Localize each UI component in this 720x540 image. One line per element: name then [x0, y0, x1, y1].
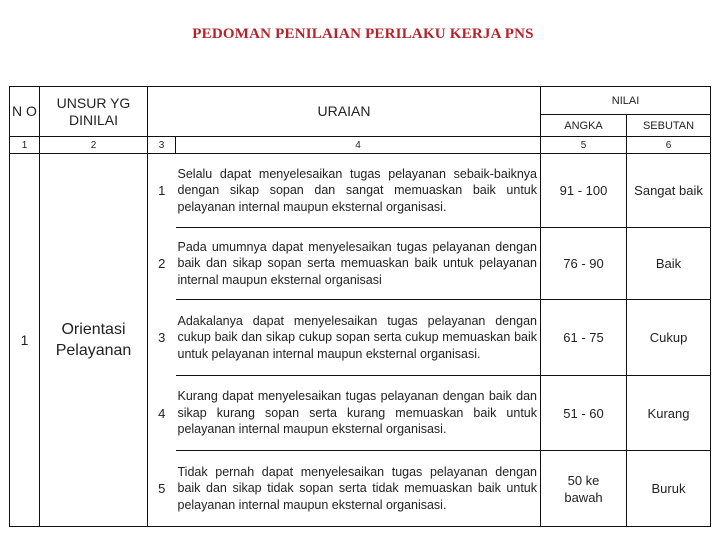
- header-unsur: UNSUR YG DINILAI: [40, 87, 148, 137]
- rating-label: Sangat baik: [627, 154, 711, 228]
- header-angka: ANGKA: [541, 115, 627, 137]
- index-cell: 1: [10, 137, 40, 154]
- header-nilai: NILAI: [541, 87, 711, 115]
- header-uraian: URAIAN: [148, 87, 541, 137]
- index-cell: 6: [627, 137, 711, 154]
- criteria-text: Kurang dapat menyelesaikan tugas pelayanan dengan baik dan sikap kurang sopan serta kurang memuaskan baik untuk pelayanan internal maupun eksternal organisasi.: [176, 376, 541, 451]
- sub-number: 4: [148, 376, 176, 451]
- sub-number: 5: [148, 451, 176, 527]
- index-cell: 3: [148, 137, 176, 154]
- rating-label: Baik: [627, 228, 711, 300]
- table-row: [10, 154, 711, 228]
- score-range: 76 - 90: [541, 228, 627, 300]
- sub-number: 2: [148, 228, 176, 300]
- criteria-text: Selalu dapat menyelesaikan tugas pelayanan sebaik-baiknya dengan sikap sopan dan sangat memuaskan baik untuk pelayanan internal maupun eksternal organisasi.: [176, 154, 541, 228]
- unsur-number: 1: [10, 154, 40, 527]
- header-no: N O: [10, 87, 40, 137]
- sub-number: 3: [148, 300, 176, 376]
- criteria-text: Adakalanya dapat menyelesaikan tugas pelayanan dengan cukup baik dan sikap cukup sopan serta cukup memuaskan baik untuk pelayanan internal maupun eksternal organisasi.: [176, 300, 541, 376]
- criteria-text: Pada umumnya dapat menyelesaikan tugas pelayanan dengan baik dan sikap sopan serta memuaskan baik untuk pelayanan internal maupun eksternal organisasi: [176, 228, 541, 300]
- index-row: [10, 137, 711, 154]
- index-cell: 4: [176, 137, 541, 154]
- criteria-text: Tidak pernah dapat menyelesaikan tugas pelayanan dengan baik dan sikap tidak sopan serta tidak memuaskan baik untuk pelayanan internal maupun eksternal organisasi.: [176, 451, 541, 527]
- assessment-table: [9, 86, 711, 527]
- score-range: 50 ke bawah: [541, 451, 627, 527]
- score-range: 91 - 100: [541, 154, 627, 228]
- rating-label: Kurang: [627, 376, 711, 451]
- score-range: 61 - 75: [541, 300, 627, 376]
- unsur-name: Orientasi Pelayanan: [40, 154, 148, 527]
- header-sebutan: SEBUTAN: [627, 115, 711, 137]
- rating-label: Buruk: [627, 451, 711, 527]
- index-cell: 2: [40, 137, 148, 154]
- rating-label: Cukup: [627, 300, 711, 376]
- index-cell: 5: [541, 137, 627, 154]
- header-row-1: [10, 87, 711, 115]
- sub-number: 1: [148, 154, 176, 228]
- score-range: 51 - 60: [541, 376, 627, 451]
- page-title: PEDOMAN PENILAIAN PERILAKU KERJA PNS: [192, 26, 534, 42]
